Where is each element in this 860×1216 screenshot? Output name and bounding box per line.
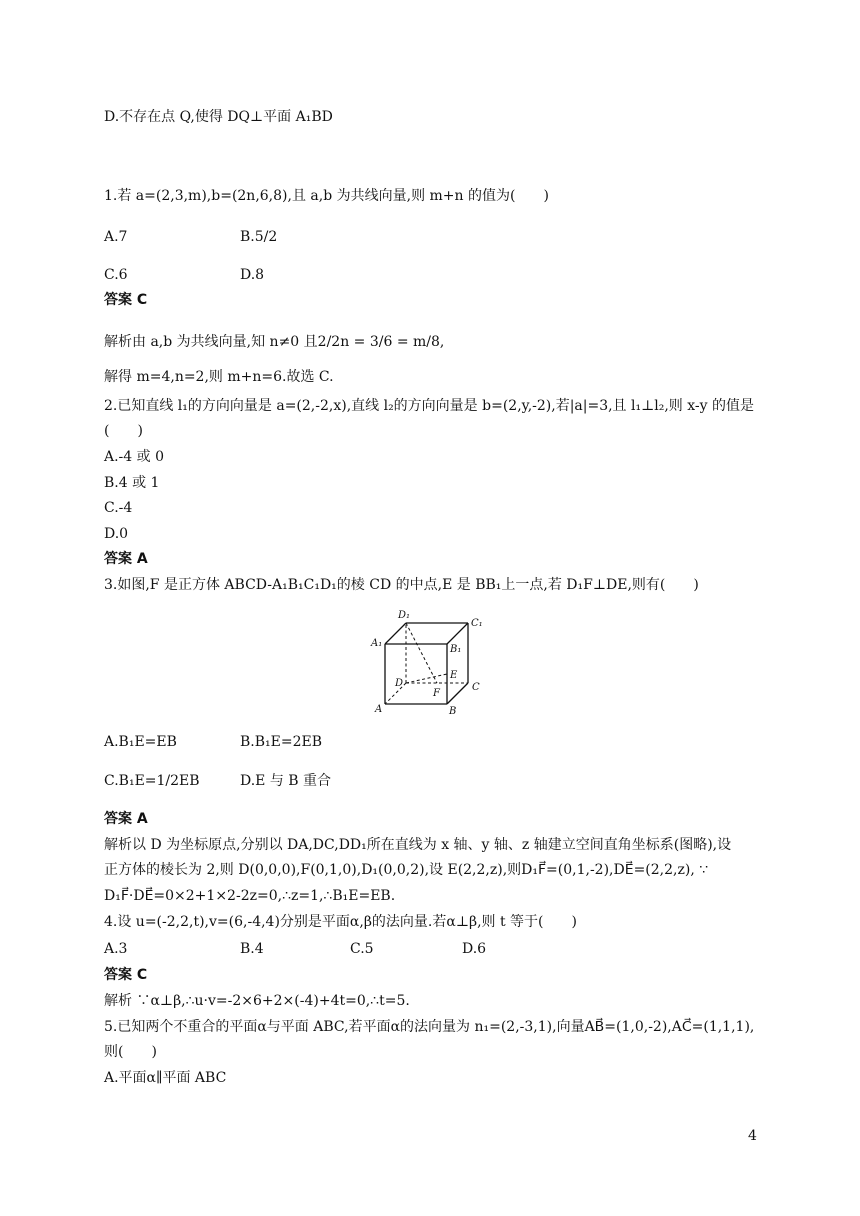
q1-analysis-2: 解得 m=4,n=2,则 m+n=6.故选 C.	[104, 369, 334, 385]
q1-option-b: B.5/2	[240, 229, 278, 245]
q2-option-d: D.0	[104, 526, 129, 542]
top-option-d: D.不存在点 Q,使得 DQ⊥平面 A₁BD	[104, 109, 333, 125]
q2-option-c: C.-4	[104, 500, 133, 516]
q1-analysis-1: 解析由 a,b 为共线向量,知 n≠0 且2/2n = 3/6 = m/8,	[104, 334, 445, 350]
label-c1: C₁	[471, 618, 483, 629]
q1-option-d: D.8	[240, 267, 265, 283]
q1-stem: 1.若 a=(2,3,m),b=(2n,6,8),且 a,b 为共线向量,则 m+n 的值为( )	[104, 188, 549, 204]
q2-option-a: A.-4 或 0	[104, 449, 165, 465]
q4-option-a: A.3	[104, 941, 128, 957]
segment-d-e	[406, 674, 447, 683]
q5-stem-2: 则( )	[104, 1044, 157, 1060]
label-f: F	[433, 688, 440, 699]
q1-option-a: A.7	[104, 229, 128, 245]
label-b: B	[449, 706, 457, 716]
q4-option-b: B.4	[240, 941, 264, 957]
q4-answer: 答案 C	[104, 967, 148, 983]
cube-figure	[360, 604, 500, 716]
label-a1: A₁	[371, 638, 383, 649]
edge-a1-d1	[385, 623, 406, 644]
label-a: A	[375, 704, 383, 715]
q4-option-d: D.6	[462, 941, 487, 957]
q3-option-a: A.B₁E=EB	[104, 734, 177, 750]
q1-answer: 答案 C	[104, 292, 148, 308]
q4-stem: 4.设 u=(-2,2,t),v=(6,-4,4)分别是平面α,β的法向量.若α⊥β,则 t 等于( )	[104, 914, 577, 930]
q3-answer: 答案 A	[104, 811, 148, 827]
q3-option-d: D.E 与 B 重合	[240, 773, 332, 789]
segment-d1-f	[406, 623, 437, 683]
label-c: C	[472, 682, 480, 693]
page-number: 4	[748, 1128, 757, 1144]
q1-option-c: C.6	[104, 267, 128, 283]
q3-option-b: B.B₁E=2EB	[240, 734, 323, 750]
label-b1: B₁	[450, 644, 462, 655]
q3-option-c: C.B₁E=1/2EB	[104, 773, 200, 789]
edge-c-b	[447, 683, 468, 704]
edge-c1-b1	[447, 623, 468, 644]
q2-stem-2: ( )	[104, 423, 143, 439]
label-d1: D₁	[398, 610, 411, 621]
label-e: E	[450, 670, 458, 681]
q3-stem: 3.如图,F 是正方体 ABCD-A₁B₁C₁D₁的棱 CD 的中点,E 是 BB₁上一点,若 D₁F⊥DE,则有( )	[104, 577, 699, 593]
q2-answer: 答案 A	[104, 551, 148, 567]
q5-stem-1: 5.已知两个不重合的平面α与平面 ABC,若平面α的法向量为 n₁=(2,-3,1),向量AB⃗=(1,0,-2),AC⃗=(1,1,1),	[104, 1019, 755, 1035]
q3-analysis-3: D₁F⃗·DE⃗=0×2+1×2-2z=0,∴z=1,∴B₁E=EB.	[104, 888, 396, 904]
q4-option-c: C.5	[350, 941, 374, 957]
q4-analysis: 解析 ∵α⊥β,∴u·v=-2×6+2×(-4)+4t=0,∴t=5.	[104, 993, 410, 1009]
q5-option-a: A.平面α∥平面 ABC	[104, 1070, 227, 1086]
q3-analysis-2: 正方体的棱长为 2,则 D(0,0,0),F(0,1,0),D₁(0,0,2),设 E(2,2,z),则D₁F⃗=(0,1,-2),DE⃗=(2,2,z), ∵	[104, 862, 709, 878]
q2-stem-1: 2.已知直线 l₁的方向向量是 a=(2,-2,x),直线 l₂的方向向量是 b=(2,y,-2),若|a|=3,且 l₁⊥l₂,则 x-y 的值是	[104, 398, 754, 414]
q2-option-b: B.4 或 1	[104, 475, 160, 491]
label-d: D	[395, 678, 404, 689]
q3-analysis-1: 解析以 D 为坐标原点,分别以 DA,DC,DD₁所在直线为 x 轴、y 轴、z 轴建立空间直角坐标系(图略),设	[104, 837, 732, 853]
